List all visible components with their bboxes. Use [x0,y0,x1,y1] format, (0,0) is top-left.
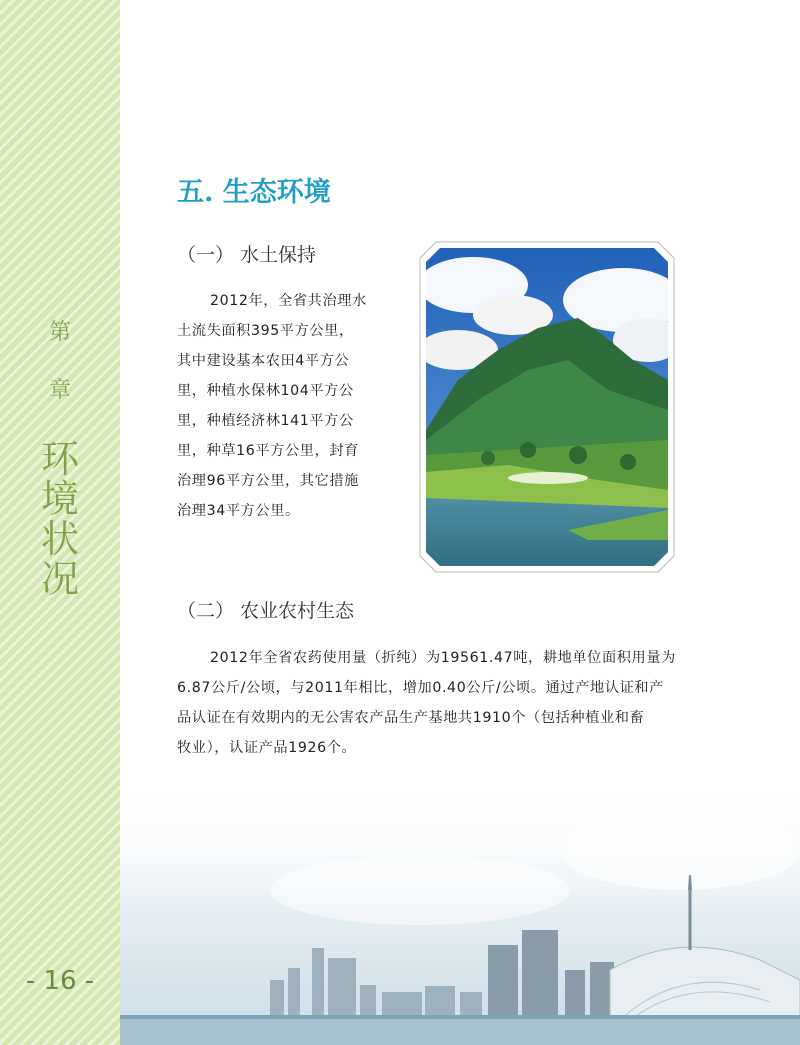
body-line: 里，种草16平方公里，封育 [177,443,359,459]
subsection-heading: （二） 农业农村生态 [177,600,355,622]
chapter-title-char: 状 [40,517,79,561]
body-line: 里，种植水保林104平方公 [177,383,354,399]
chapter-title-char: 境 [40,477,79,521]
chapter-char: 章 [48,378,71,403]
body-line: 牧业），认证产品1926个。 [177,740,357,756]
mountain-lake-photo [418,240,676,574]
body-line: 6.87公斤/公顷，与2011年相比，增加0.40公斤/公顷。通过产地认证和产 [177,680,664,696]
chapter-sidebar [0,0,120,1045]
page-number: - 16 - [25,966,95,996]
chapter-char: 第 [48,320,71,345]
body-line: 2012年全省农药使用量（折纯）为19561.47吨，耕地单位面积用量为 [210,650,676,666]
body-line: 品认证在有效期内的无公害农产品生产基地共1910个（包括种植业和畜 [177,710,645,726]
section-title: 五. 生态环境 [177,177,331,208]
chapter-title-char: 况 [40,557,79,601]
body-line: 其中建设基本农田4平方公 [177,353,350,369]
body-line: 治理96平方公里，其它措施 [177,473,359,489]
body-line: 土流失面积395平方公里， [177,323,354,339]
subsection-heading: （一） 水土保持 [177,244,317,266]
chapter-title-char: 环 [40,437,79,481]
city-skyline-illustration [120,780,800,1045]
body-line: 治理34平方公里。 [177,503,300,519]
body-line: 里，种植经济林141平方公 [177,413,354,429]
body-line: 2012年，全省共治理水 [210,293,367,309]
